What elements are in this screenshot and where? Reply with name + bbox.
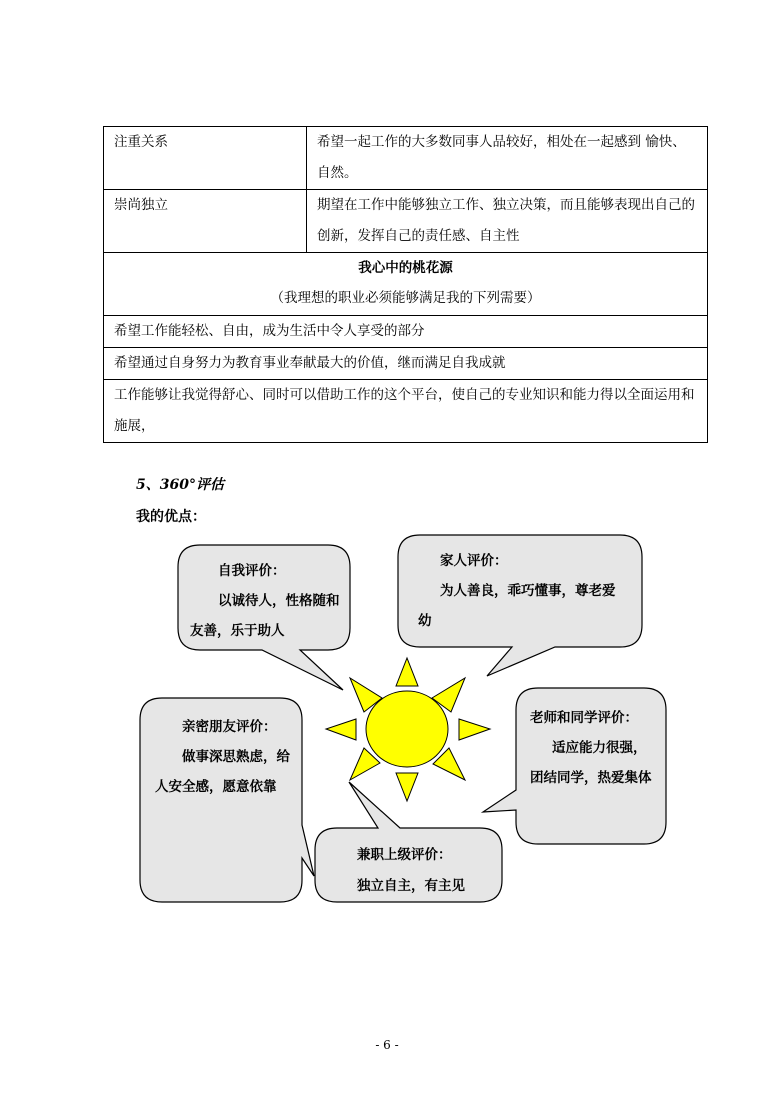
value-label: 崇尚独立 bbox=[104, 190, 307, 253]
family-eval-line2: 幼 bbox=[418, 613, 432, 629]
teachers-eval-title: 老师和同学评价： bbox=[530, 710, 638, 726]
teachers-eval-line2: 团结同学，热爱集体 bbox=[530, 770, 652, 786]
need-item: 工作能够让我觉得舒心、同时可以借助工作的这个平台，使自己的专业知识和能力得以全面运用和施展， bbox=[104, 380, 708, 443]
sun-ray-top bbox=[396, 658, 418, 686]
sun-ray-left bbox=[326, 719, 356, 740]
family-eval-title: 家人评价： bbox=[440, 553, 508, 569]
self-eval-title: 自我评价： bbox=[218, 563, 286, 579]
teachers-eval-line1: 适应能力很强， bbox=[552, 740, 647, 756]
value-label: 注重关系 bbox=[104, 127, 307, 190]
friends-eval-line2: 人安全感，愿意依靠 bbox=[155, 779, 277, 795]
strengths-heading: 我的优点： bbox=[136, 509, 206, 525]
boss-eval-title: 兼职上级评价： bbox=[357, 847, 452, 863]
ideal-job-title: 我心中的桃花源 bbox=[358, 260, 453, 276]
boss-eval-line1: 独立自主，有主见 bbox=[357, 878, 465, 894]
ideal-job-subtitle: （我理想的职业必须能够满足我的下列需要） bbox=[270, 290, 541, 306]
need-item: 希望通过自身努力为教育事业奉献最大的价值，继而满足自我成就 bbox=[104, 348, 708, 380]
sun bbox=[366, 691, 448, 767]
value-text: 期望在工作中能够独立工作、独立决策，而且能够表现出自己的创新，发挥自己的责任感、自主性 bbox=[307, 190, 708, 253]
value-text: 希望一起工作的大多数同事人品较好，相处在一起感到 愉快、自然。 bbox=[307, 127, 708, 190]
family-eval-line1: 为人善良，乖巧懂事，尊老爱 bbox=[440, 583, 616, 599]
section-heading: 5、360°评估 bbox=[136, 477, 224, 493]
self-eval-line2: 友善，乐于助人 bbox=[190, 623, 285, 639]
sun-ray-bottom bbox=[396, 773, 418, 801]
friends-eval-title: 亲密朋友评价： bbox=[182, 719, 277, 735]
page-number: - 6 - bbox=[375, 1038, 399, 1052]
friends-eval-line1: 做事深思熟虑，给 bbox=[182, 749, 290, 765]
self-eval-line1: 以诚待人，性格随和 bbox=[218, 593, 340, 609]
sun-ray-right bbox=[459, 719, 490, 740]
need-item: 希望工作能轻松、自由，成为生活中令人享受的部分 bbox=[104, 316, 708, 348]
